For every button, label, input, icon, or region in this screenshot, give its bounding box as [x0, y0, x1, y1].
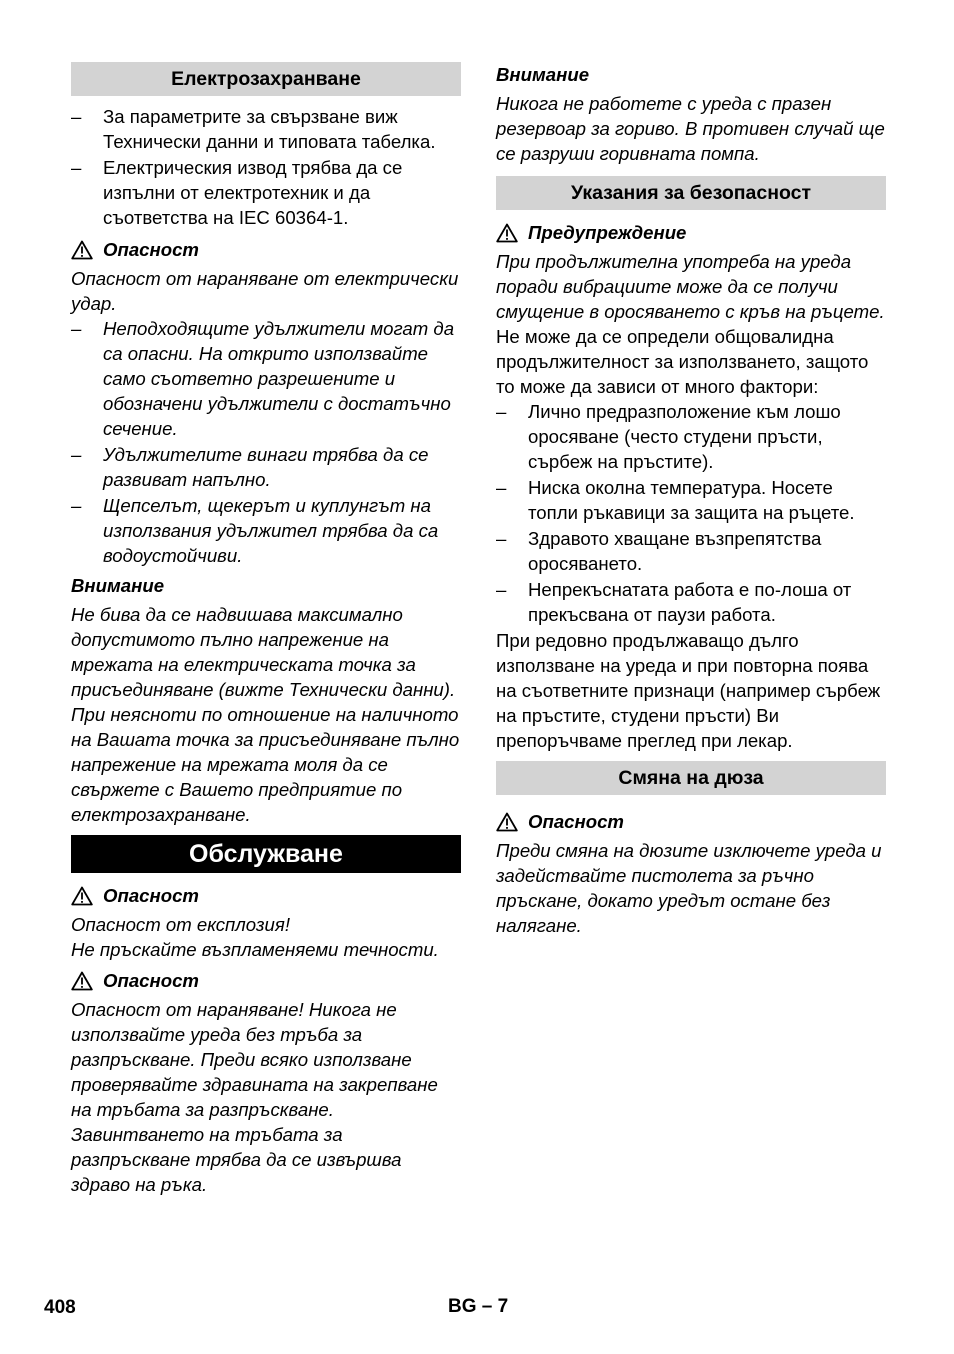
language-page-label: BG – 7 — [448, 1296, 509, 1317]
left-column — [71, 62, 461, 1197]
explosion-text: Опасност от експлозия! — [71, 914, 290, 935]
list-item: – Щепселът, щекерът и куплунгът на използвания удължител трябва да са водоустойчиви. — [71, 493, 461, 568]
danger-label: Опасност — [528, 811, 624, 832]
list-item: – Непрекъснатата работа е по-лоша от прекъсвана от паузи работа. — [496, 577, 886, 627]
danger-label: Опасност — [103, 970, 199, 991]
warning-triangle-icon — [71, 886, 93, 906]
list-item: – Електрическия извод трябва да се изпълни от електротехник и да съответства на IEC 60364-1. — [71, 155, 461, 230]
list-item: – Неподходящите удължители могат да са опасни. На открито използвайте само съответно разрешените и обозначени удължители с достатъчно сечение. — [71, 316, 461, 441]
page-number: 408 — [44, 1297, 76, 1318]
power-bullet-list — [71, 104, 461, 230]
warning-label: Предупреждение — [528, 222, 687, 243]
section-heading-operation: Обслужване — [71, 835, 461, 873]
warning-triangle-icon — [496, 812, 518, 832]
list-item: – За параметрите за свързване виж Технически данни и типовата табелка. — [71, 104, 461, 154]
attention-title: Внимание — [496, 64, 590, 85]
list-item: – Ниска околна температура. Носете топли ръкавици за защита на ръцете. — [496, 475, 886, 525]
danger-notice-title — [496, 809, 886, 834]
danger-notice-title — [71, 883, 461, 908]
list-item: – Здравото хващане възпрепятства оросяването. — [496, 526, 886, 576]
danger-bullet-list — [71, 316, 461, 568]
danger-label: Опасност — [103, 885, 199, 906]
warning-triangle-icon — [71, 971, 93, 991]
warning-triangle-icon — [496, 223, 518, 243]
attention-text: Не бива да се надвишава максимално допустимото пълно напрежение на мрежата на електрическата точка за присъединяване (вижте Технически данни). При неясноти по отношение на наличното на Вашата точка за присъединяване пълно напрежение на мрежата моля да се свържете с Вашето предприятие по електрозахранване. — [71, 604, 460, 825]
factor-bullet-list — [496, 399, 886, 627]
list-item: – Удължителите винаги трябва да се развиват напълно. — [71, 442, 461, 492]
warning-text: При продължителна употреба на уреда поради вибрациите може да се получи смущение в оросяването с кръв на ръцете. — [496, 251, 885, 322]
attention-title: Внимание — [71, 575, 165, 596]
warning-triangle-icon — [71, 240, 93, 260]
duration-text: Не може да се определи общовалидна продължителност за използването, защото то може да зависи от много фактори: — [496, 326, 869, 397]
injury-text: Опасност от нараняване! Никога не използвайте уреда без тръба за разпръскване. Преди всяко използване проверявайте здравината на закрепване на тръбата за разпръскване. Завинтването на тръбата за разпръскване трябва да се извършва здраво на ръка. — [71, 999, 438, 1195]
danger-label: Опасност — [103, 239, 199, 260]
section-heading-nozzle-change: Смяна на дюза — [496, 761, 886, 795]
list-item: – Лично предразположение към лошо оросяване (често студени пръсти, сърбеж на пръстите). — [496, 399, 886, 474]
danger-notice-title — [71, 968, 461, 993]
section-heading-safety: Указания за безопасност — [496, 176, 886, 210]
danger-text: Опасност от нараняване от електрически удар. — [71, 268, 459, 314]
attention-text: Никога не работете с уреда с празен резервоар за гориво. В противен случай ще се разруши горивната помпа. — [496, 93, 885, 164]
nozzle-danger-text: Преди смяна на дюзите изключете уреда и задействайте пистолета за ръчно пръскане, докато уредът остане без налягане. — [496, 840, 882, 936]
danger-notice-title — [71, 237, 461, 262]
right-column — [496, 62, 886, 938]
flammable-text: Не пръскайте възпламеняеми течности. — [71, 939, 439, 960]
doctor-text: При редовно продължаващо дълго използване на уреда и при повторна поява на съответните признаци (например сърбеж на пръстите, студени пръсти) Ви препоръчваме преглед при лекар. — [496, 630, 881, 751]
section-heading-power-supply: Електрозахранване — [71, 62, 461, 96]
warning-notice-title — [496, 220, 886, 245]
